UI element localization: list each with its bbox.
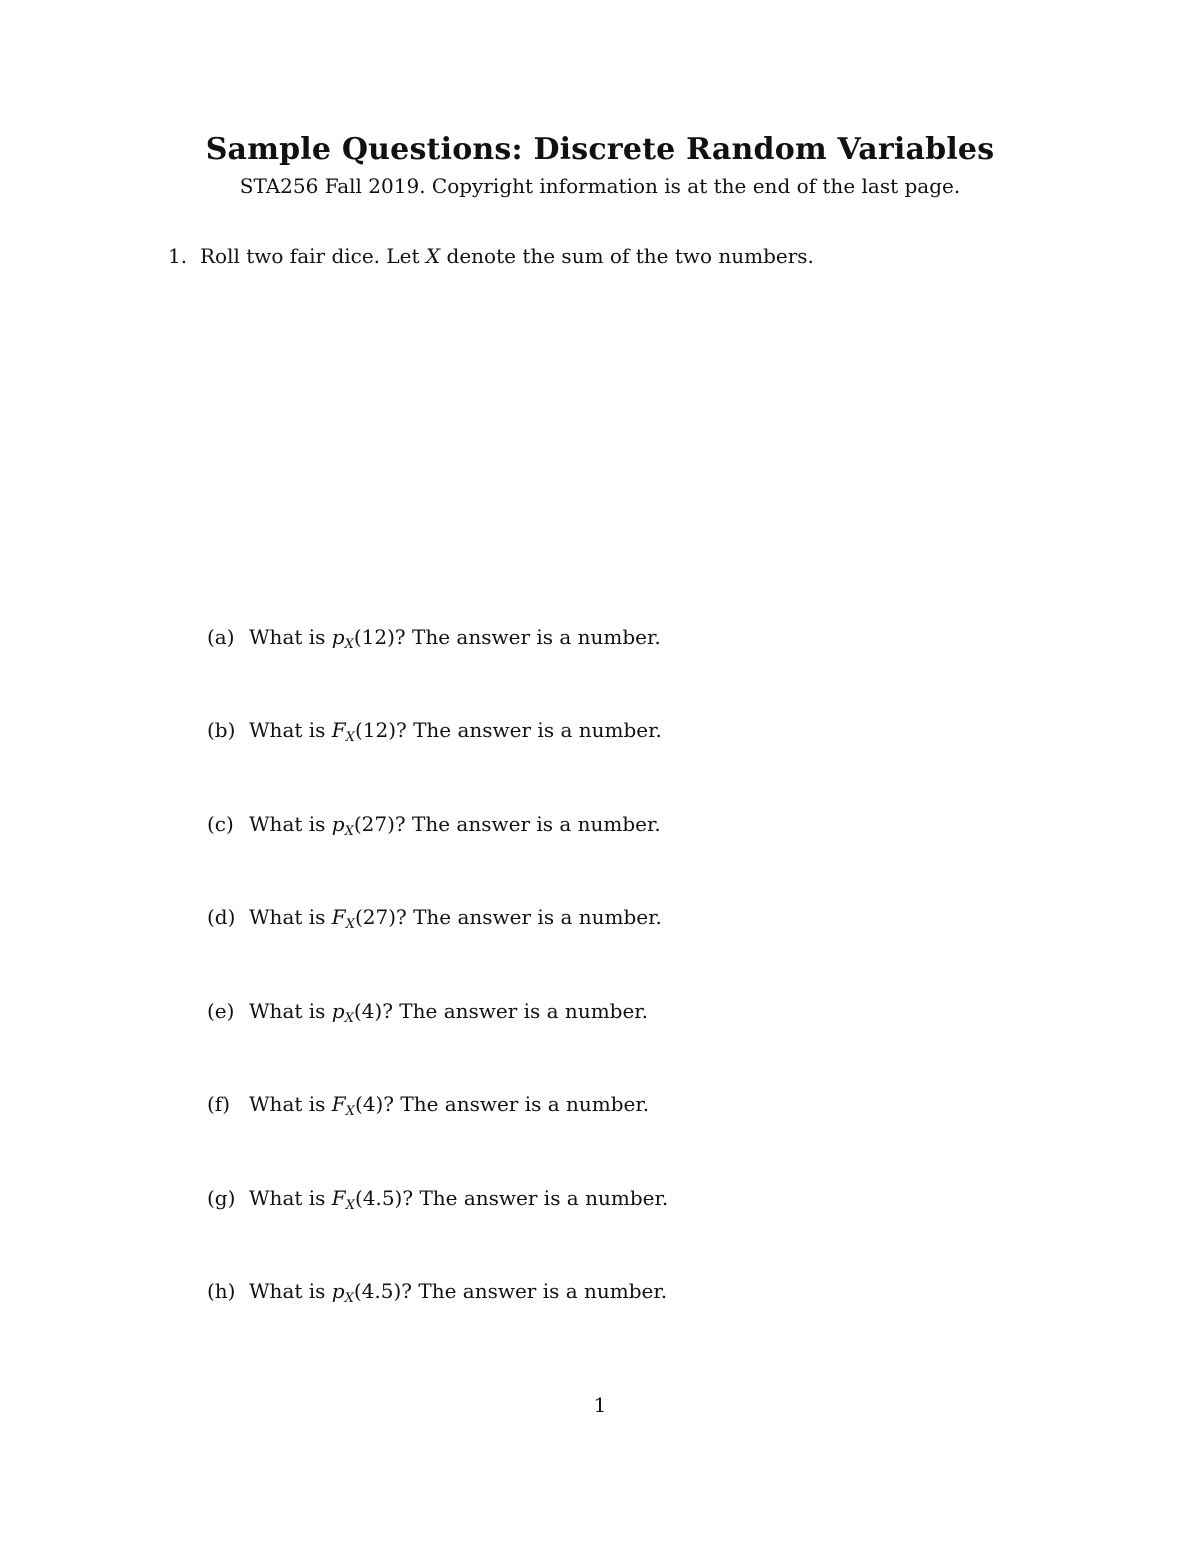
- part-argument: (4)?: [353, 999, 393, 1023]
- part-suffix: The answer is a number.: [419, 1186, 669, 1210]
- part-suffix: The answer is a number.: [412, 812, 661, 836]
- part-argument: (27)?: [353, 812, 406, 836]
- page-number: 1: [593, 1393, 607, 1417]
- part-argument: (27)?: [354, 905, 407, 929]
- part-argument: (4.5)?: [353, 1279, 412, 1303]
- question-number: 1.: [168, 244, 188, 268]
- part-argument: (4.5)?: [354, 1186, 414, 1210]
- part-subscript: X: [345, 917, 355, 932]
- part-suffix: The answer is a number.: [418, 1279, 668, 1303]
- question-part-a: [207, 625, 661, 652]
- part-subscript: X: [345, 1104, 355, 1119]
- part-label: (f): [207, 1092, 231, 1116]
- question-1: [168, 244, 814, 268]
- part-function: p: [331, 1279, 345, 1303]
- question-part-d: [207, 905, 662, 932]
- part-subscript: X: [344, 824, 354, 839]
- part-argument: (12)?: [354, 718, 407, 742]
- part-function: F: [331, 905, 346, 929]
- part-argument: (4)?: [354, 1092, 394, 1116]
- part-label: (b): [207, 718, 236, 742]
- question-text-after: denote the sum of the two numbers.: [446, 244, 814, 268]
- part-label: (h): [207, 1279, 236, 1303]
- part-function: F: [331, 1092, 346, 1116]
- part-suffix: The answer is a number.: [399, 999, 649, 1023]
- part-subscript: X: [344, 1291, 354, 1306]
- part-subscript: X: [345, 1198, 355, 1213]
- part-suffix: The answer is a number.: [413, 905, 662, 929]
- part-label: (g): [207, 1186, 236, 1210]
- part-prefix: What is: [249, 1092, 326, 1116]
- part-label: (c): [207, 812, 234, 836]
- part-prefix: What is: [249, 1186, 326, 1210]
- part-suffix: The answer is a number.: [413, 718, 662, 742]
- part-function: F: [331, 1186, 346, 1210]
- part-function: p: [331, 999, 345, 1023]
- part-label: (d): [207, 905, 236, 929]
- question-part-c: [207, 812, 661, 839]
- question-part-e: [207, 999, 648, 1026]
- part-prefix: What is: [249, 625, 326, 649]
- question-part-f: [207, 1092, 649, 1119]
- part-function: F: [331, 718, 346, 742]
- part-prefix: What is: [249, 999, 326, 1023]
- page-subtitle: STA256 Fall 2019. Copyright information is at the end of the last page.: [239, 174, 961, 198]
- part-suffix: The answer is a number.: [400, 1092, 650, 1116]
- part-label: (a): [207, 625, 235, 649]
- question-text-before: Roll two fair dice. Let: [200, 244, 420, 268]
- part-prefix: What is: [249, 812, 326, 836]
- question-variable: X: [425, 244, 441, 268]
- question-part-g: [207, 1186, 668, 1213]
- question-part-h: [207, 1279, 667, 1306]
- part-function: p: [331, 812, 345, 836]
- part-subscript: X: [344, 637, 354, 652]
- part-subscript: X: [344, 1011, 354, 1026]
- part-prefix: What is: [249, 905, 326, 929]
- part-prefix: What is: [249, 718, 326, 742]
- part-label: (e): [207, 999, 235, 1023]
- part-argument: (12)?: [353, 625, 406, 649]
- part-function: p: [331, 625, 345, 649]
- part-prefix: What is: [249, 1279, 326, 1303]
- question-part-b: [207, 718, 662, 745]
- part-suffix: The answer is a number.: [412, 625, 661, 649]
- page-title: Sample Questions: Discrete Random Variables: [205, 132, 995, 167]
- part-subscript: X: [345, 730, 355, 745]
